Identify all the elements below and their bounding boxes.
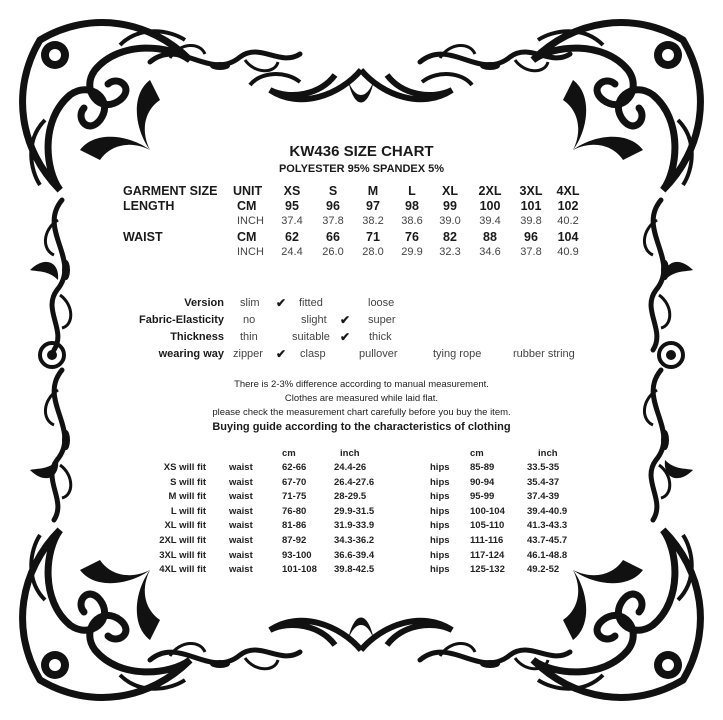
table-cell: 34.6 bbox=[479, 246, 501, 258]
guide-size: 3XL will fit bbox=[159, 549, 206, 561]
size-header-m: M bbox=[367, 184, 379, 198]
table-cell: 66 bbox=[326, 230, 340, 244]
attr-option: slim bbox=[240, 297, 260, 309]
guide-hips-cm: 90-94 bbox=[470, 476, 495, 488]
guide-hips-cm: 105-110 bbox=[470, 520, 505, 532]
attr-option: zipper bbox=[233, 348, 263, 360]
attr-option: rubber string bbox=[513, 348, 575, 360]
attr-option: pullover bbox=[359, 348, 398, 360]
attr-option: thick bbox=[369, 331, 392, 343]
guide-size: S will fit bbox=[170, 476, 206, 488]
table-cell: 88 bbox=[483, 230, 497, 244]
guide-hips-cm: 95-99 bbox=[470, 491, 495, 503]
attr-label-wearing-way: wearing way bbox=[158, 348, 224, 360]
attr-label-elasticity: Fabric-Elasticity bbox=[139, 314, 224, 326]
unit-inch: INCH bbox=[237, 246, 264, 258]
table-cell: 37.8 bbox=[322, 215, 344, 227]
fabric-composition: POLYESTER 95% SPANDEX 5% bbox=[278, 163, 445, 175]
guide-waist-inch: 24.4-26 bbox=[334, 462, 367, 473]
table-cell: 62 bbox=[285, 230, 299, 244]
unit-header: UNIT bbox=[233, 184, 263, 198]
table-cell: 98 bbox=[405, 199, 419, 213]
guide-hips-label: hips bbox=[430, 535, 450, 546]
note-line: Clothes are measured while laid flat. bbox=[284, 393, 439, 404]
buying-guide-title: Buying guide according to the characteristics of clothing bbox=[212, 421, 511, 433]
guide-size: 4XL will fit bbox=[159, 564, 206, 576]
guide-size: 2XL will fit bbox=[159, 535, 206, 546]
guide-size: L will fit bbox=[170, 505, 206, 517]
attr-label-version: Version bbox=[184, 297, 224, 309]
guide-waist-inch: 31.9-33.9 bbox=[334, 520, 375, 532]
table-cell: 100 bbox=[479, 199, 501, 213]
attr-option: loose bbox=[368, 297, 395, 309]
guide-hips-cm: 117-124 bbox=[470, 549, 505, 561]
guide-hips-inch: 49.2-52 bbox=[527, 564, 560, 576]
attr-label-thickness: Thickness bbox=[170, 331, 224, 343]
guide-waist-cm: 81-86 bbox=[282, 520, 307, 532]
size-header-3xl: 3XL bbox=[519, 184, 543, 198]
table-cell: 38.6 bbox=[401, 215, 423, 227]
check-icon: ✔ bbox=[340, 313, 351, 327]
guide-col-cm: cm bbox=[282, 448, 296, 459]
table-cell: 82 bbox=[443, 230, 457, 244]
guide-waist-cm: 67-70 bbox=[282, 476, 307, 488]
guide-waist-label: waist bbox=[229, 476, 253, 488]
guide-waist-cm: 101-108 bbox=[282, 564, 317, 576]
guide-size: XL will fit bbox=[164, 520, 206, 532]
guide-waist-cm: 71-75 bbox=[282, 491, 307, 503]
attr-option: thin bbox=[240, 331, 258, 343]
check-icon: ✔ bbox=[276, 296, 287, 310]
note-line: There is 2-3% difference according to manual measurement. bbox=[234, 379, 489, 390]
guide-waist-inch: 29.9-31.5 bbox=[334, 505, 375, 517]
guide-hips-label: hips bbox=[430, 520, 450, 532]
guide-hips-inch: 33.5-35 bbox=[527, 462, 560, 473]
table-cell: 97 bbox=[366, 199, 380, 213]
guide-waist-inch: 26.4-27.6 bbox=[334, 476, 375, 488]
attr-option: super bbox=[368, 314, 396, 326]
attr-option: fitted bbox=[299, 297, 323, 309]
guide-hips-inch: 43.7-45.7 bbox=[527, 535, 568, 546]
attr-option: suitable bbox=[292, 331, 330, 343]
table-cell: 96 bbox=[326, 199, 340, 213]
attr-option: slight bbox=[301, 314, 327, 326]
guide-size: XS will fit bbox=[163, 462, 206, 473]
size-header-xl: XL bbox=[442, 184, 458, 198]
table-cell: 102 bbox=[557, 199, 579, 213]
garment-size-header: GARMENT SIZE bbox=[123, 184, 218, 198]
table-cell: 39.0 bbox=[439, 215, 461, 227]
guide-waist-label: waist bbox=[229, 505, 253, 517]
guide-hips-inch: 35.4-37 bbox=[527, 476, 560, 488]
guide-waist-inch: 39.8-42.5 bbox=[334, 564, 375, 576]
table-cell: 28.0 bbox=[362, 246, 384, 258]
table-cell: 76 bbox=[405, 230, 419, 244]
guide-waist-label: waist bbox=[229, 549, 253, 561]
table-cell: 96 bbox=[524, 230, 538, 244]
table-cell: 101 bbox=[520, 199, 542, 213]
size-header-4xl: 4XL bbox=[556, 184, 580, 198]
guide-hips-cm: 111-116 bbox=[470, 535, 504, 546]
guide-waist-inch: 34.3-36.2 bbox=[334, 535, 375, 546]
guide-hips-label: hips bbox=[430, 491, 450, 503]
guide-col-inch: inch bbox=[538, 448, 558, 459]
guide-hips-cm: 85-89 bbox=[470, 462, 495, 473]
guide-waist-label: waist bbox=[229, 462, 253, 473]
table-cell: 37.4 bbox=[281, 215, 303, 227]
guide-hips-inch: 46.1-48.8 bbox=[527, 549, 568, 561]
size-header-l: L bbox=[408, 184, 416, 198]
unit-inch: INCH bbox=[237, 215, 264, 227]
table-cell: 40.9 bbox=[557, 246, 579, 258]
guide-waist-cm: 93-100 bbox=[282, 549, 312, 561]
table-cell: 40.2 bbox=[557, 215, 579, 227]
table-cell: 104 bbox=[557, 230, 579, 244]
chart-title: KW436 SIZE CHART bbox=[289, 143, 434, 160]
attr-option: no bbox=[243, 314, 256, 326]
guide-hips-label: hips bbox=[430, 549, 450, 561]
unit-cm: CM bbox=[237, 199, 257, 213]
size-header-2xl: 2XL bbox=[478, 184, 502, 198]
note-line: please check the measurement chart carefully before you buy the item. bbox=[212, 407, 511, 418]
table-cell: 39.4 bbox=[479, 215, 501, 227]
guide-waist-inch: 36.6-39.4 bbox=[334, 549, 375, 561]
table-cell: 39.8 bbox=[520, 215, 542, 227]
unit-cm: CM bbox=[237, 230, 257, 244]
guide-waist-cm: 62-66 bbox=[282, 462, 307, 473]
table-cell: 29.9 bbox=[401, 246, 423, 258]
guide-hips-label: hips bbox=[430, 505, 450, 517]
table-cell: 32.3 bbox=[439, 246, 461, 258]
guide-size: M will fit bbox=[168, 491, 206, 503]
guide-hips-label: hips bbox=[430, 462, 450, 473]
table-cell: 26.0 bbox=[322, 246, 344, 258]
check-icon: ✔ bbox=[340, 330, 351, 344]
guide-waist-label: waist bbox=[229, 535, 253, 546]
size-header-xs: XS bbox=[283, 184, 301, 198]
table-cell: 38.2 bbox=[362, 215, 384, 227]
attr-option: tying rope bbox=[433, 348, 482, 360]
check-icon: ✔ bbox=[276, 347, 287, 361]
waist-label: WAIST bbox=[123, 230, 163, 244]
guide-hips-inch: 41.3-43.3 bbox=[527, 520, 568, 532]
length-label: LENGTH bbox=[123, 199, 175, 213]
guide-waist-cm: 76-80 bbox=[282, 505, 307, 517]
table-cell: 37.8 bbox=[520, 246, 542, 258]
guide-hips-cm: 125-132 bbox=[470, 564, 505, 576]
guide-waist-label: waist bbox=[229, 491, 253, 503]
table-cell: 24.4 bbox=[281, 246, 303, 258]
guide-waist-label: waist bbox=[229, 564, 253, 576]
table-cell: 95 bbox=[285, 199, 299, 213]
size-header-s: S bbox=[328, 184, 338, 198]
guide-col-cm: cm bbox=[470, 448, 484, 459]
table-cell: 99 bbox=[443, 199, 457, 213]
attr-option: clasp bbox=[300, 348, 326, 360]
guide-waist-cm: 87-92 bbox=[282, 535, 307, 546]
guide-col-inch: inch bbox=[340, 448, 360, 459]
guide-hips-inch: 39.4-40.9 bbox=[527, 505, 568, 517]
guide-hips-label: hips bbox=[430, 564, 450, 576]
guide-waist-inch: 28-29.5 bbox=[334, 491, 367, 503]
guide-hips-cm: 100-104 bbox=[470, 505, 505, 517]
table-cell: 71 bbox=[366, 230, 380, 244]
guide-hips-inch: 37.4-39 bbox=[527, 491, 560, 503]
guide-waist-label: waist bbox=[229, 520, 253, 532]
guide-hips-label: hips bbox=[430, 476, 450, 488]
